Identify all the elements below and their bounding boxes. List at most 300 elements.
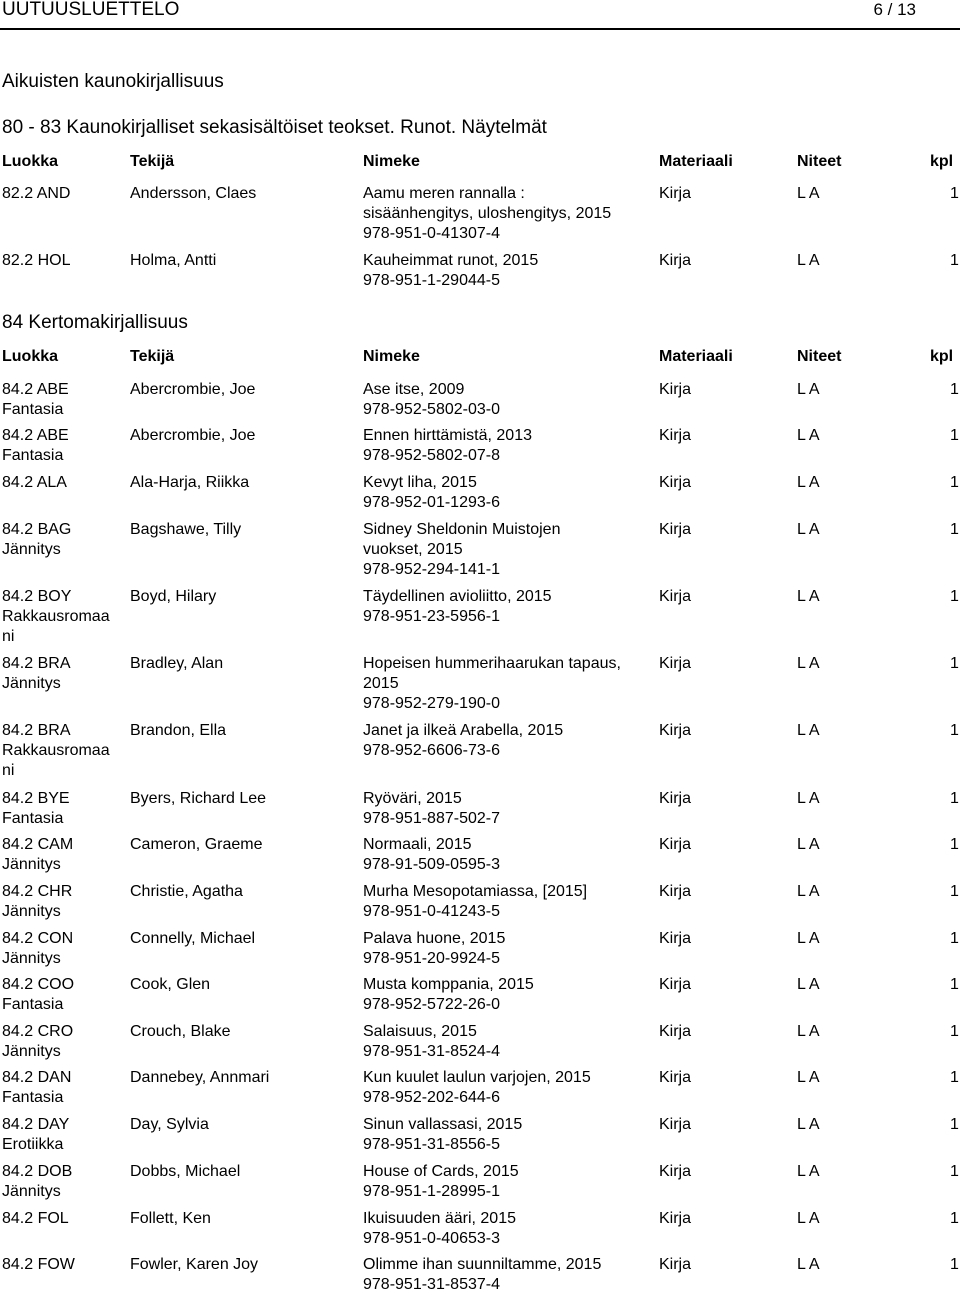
cell-line: Jännitys	[2, 675, 61, 692]
cell-line: Rakkausromaa	[2, 742, 110, 759]
cell-line: 978-952-202-644-6	[363, 1089, 500, 1106]
cell-line: vuokset, 2015	[363, 541, 463, 558]
cell-line: 84.2 FOW	[2, 1256, 75, 1273]
column-header-row	[0, 347, 960, 369]
cell-line: 1	[950, 1256, 959, 1273]
cell-line: Kirja	[659, 722, 692, 739]
cell-line: 978-951-31-8556-5	[363, 1136, 500, 1153]
nimeke-cell	[363, 789, 653, 829]
cell-line: Fowler, Karen Joy	[130, 1256, 259, 1273]
kpl-cell	[950, 1162, 959, 1182]
cell-line: ni	[2, 628, 15, 645]
cell-line: L A	[797, 1163, 820, 1180]
kpl-cell	[950, 1068, 959, 1088]
luokka-cell	[2, 789, 120, 829]
cell-line: 978-951-0-41243-5	[363, 903, 500, 920]
cell-line: Kirja	[659, 521, 692, 538]
luokka-cell	[2, 587, 120, 647]
luokka-cell	[2, 835, 120, 875]
cell-line: Sidney Sheldonin Muistojen	[363, 521, 561, 538]
cell-line: 84.2 CON	[2, 930, 74, 947]
kpl-cell	[950, 587, 959, 607]
materiaali-cell	[659, 1068, 691, 1088]
column-header-row	[0, 152, 960, 174]
luokka-cell	[2, 520, 120, 560]
cell-line: Aamu meren rannalla :	[363, 185, 525, 202]
cell-line: Connelly, Michael	[130, 930, 256, 947]
cell-line: Cook, Glen	[130, 976, 211, 993]
cell-line: Abercrombie, Joe	[130, 427, 256, 444]
kpl-cell	[950, 975, 959, 995]
cell-line: 1	[950, 883, 959, 900]
tekija-cell	[130, 835, 355, 855]
cell-line: 1	[950, 588, 959, 605]
luokka-cell	[2, 721, 120, 781]
niteet-cell	[797, 1209, 820, 1229]
cell-line: Byers, Richard Lee	[130, 790, 267, 807]
tekija-cell	[130, 380, 355, 400]
col-tekija: Tekijä	[130, 153, 175, 170]
cell-line: 978-951-0-40653-3	[363, 1230, 500, 1247]
cell-line: Ala-Harja, Riikka	[130, 474, 250, 491]
kpl-cell	[950, 654, 959, 674]
cell-line: ni	[2, 762, 15, 779]
nimeke-cell	[363, 473, 653, 513]
cell-line: 1	[950, 836, 959, 853]
cell-line: L A	[797, 790, 820, 807]
cell-line: 1	[950, 976, 959, 993]
materiaali-cell	[659, 721, 691, 741]
col-luokka: Luokka	[2, 348, 59, 365]
cell-line: 978-952-279-190-0	[363, 695, 500, 712]
cell-line: 84.2 CRO	[2, 1023, 74, 1040]
luokka-cell	[2, 1115, 120, 1155]
cell-line: Dobbs, Michael	[130, 1163, 241, 1180]
col-materiaali: Materiaali	[659, 348, 733, 365]
cell-line: Jännitys	[2, 1043, 61, 1060]
niteet-cell	[797, 1255, 820, 1275]
cell-line: 1	[950, 521, 959, 538]
nimeke-cell	[363, 1162, 653, 1202]
cell-line: 82.2 AND	[2, 185, 71, 202]
cell-line: L A	[797, 427, 820, 444]
tekija-cell	[130, 1255, 355, 1275]
cell-line: 84.2 ALA	[2, 474, 67, 491]
tekija-cell	[130, 1162, 355, 1182]
cell-line: Jännitys	[2, 856, 61, 873]
kpl-cell	[950, 721, 959, 741]
section-title: 84 Kertomakirjallisuus	[2, 312, 188, 333]
tekija-cell	[130, 251, 355, 271]
cell-line: 1	[950, 1116, 959, 1133]
cell-line: 82.2 HOL	[2, 252, 71, 269]
niteet-cell	[797, 654, 820, 674]
tekija-cell	[130, 1022, 355, 1042]
tekija-cell	[130, 1115, 355, 1135]
cell-line: Hopeisen hummerihaarukan tapaus,	[363, 655, 621, 672]
materiaali-cell	[659, 1022, 691, 1042]
cell-line: Normaali, 2015	[363, 836, 472, 853]
kpl-cell	[950, 882, 959, 902]
niteet-cell	[797, 1162, 820, 1182]
cell-line: L A	[797, 185, 820, 202]
cell-line: Murha Mesopotamiassa, [2015]	[363, 883, 588, 900]
cell-line: 1	[950, 722, 959, 739]
col-nimeke: Nimeke	[363, 153, 420, 170]
tekija-cell	[130, 1068, 355, 1088]
kpl-cell	[950, 473, 959, 493]
cell-line: 84.2 BRA	[2, 655, 71, 672]
cell-line: Fantasia	[2, 447, 64, 464]
cell-line: Kirja	[659, 1069, 692, 1086]
cell-line: 2015	[363, 675, 399, 692]
materiaali-cell	[659, 1115, 691, 1135]
luokka-cell	[2, 1162, 120, 1202]
section-title: 80 - 83 Kaunokirjalliset sekasisältöiset teokset. Runot. Näytelmät	[2, 117, 547, 138]
niteet-cell	[797, 184, 820, 204]
cell-line: Kirja	[659, 1163, 692, 1180]
cell-line: Kirja	[659, 1210, 692, 1227]
niteet-cell	[797, 882, 820, 902]
tekija-cell	[130, 789, 355, 809]
cell-line: Kirja	[659, 185, 692, 202]
cell-line: L A	[797, 1210, 820, 1227]
cell-line: Boyd, Hilary	[130, 588, 217, 605]
materiaali-cell	[659, 520, 691, 540]
materiaali-cell	[659, 654, 691, 674]
cell-line: L A	[797, 655, 820, 672]
niteet-cell	[797, 1022, 820, 1042]
cell-line: Christie, Agatha	[130, 883, 243, 900]
niteet-cell	[797, 251, 820, 271]
cell-line: Kirja	[659, 930, 692, 947]
niteet-cell	[797, 1115, 820, 1135]
materiaali-cell	[659, 473, 691, 493]
cell-line: 978-952-5802-07-8	[363, 447, 500, 464]
luokka-cell	[2, 426, 120, 466]
kpl-cell	[950, 1022, 959, 1042]
cell-line: Kirja	[659, 655, 692, 672]
nimeke-cell	[363, 1209, 653, 1249]
luokka-cell	[2, 184, 120, 204]
cell-line: Kun kuulet laulun varjojen, 2015	[363, 1069, 591, 1086]
cell-line: Bagshawe, Tilly	[130, 521, 242, 538]
tekija-cell	[130, 929, 355, 949]
cell-line: 1	[950, 474, 959, 491]
nimeke-cell	[363, 929, 653, 969]
cell-line: Jännitys	[2, 950, 61, 967]
cell-line: Fantasia	[2, 810, 64, 827]
niteet-cell	[797, 789, 820, 809]
cell-line: 1	[950, 1210, 959, 1227]
nimeke-cell	[363, 654, 653, 714]
niteet-cell	[797, 975, 820, 995]
category-title: Aikuisten kaunokirjallisuus	[2, 71, 224, 92]
col-niteet: Niteet	[797, 153, 842, 170]
cell-line: L A	[797, 1023, 820, 1040]
cell-line: 978-951-1-28995-1	[363, 1183, 500, 1200]
nimeke-cell	[363, 1022, 653, 1062]
cell-line: Kevyt liha, 2015	[363, 474, 477, 491]
cell-line: 978-951-23-5956-1	[363, 608, 500, 625]
materiaali-cell	[659, 587, 691, 607]
cell-line: L A	[797, 883, 820, 900]
materiaali-cell	[659, 1255, 691, 1275]
cell-line: 1	[950, 1069, 959, 1086]
cell-line: Kirja	[659, 1256, 692, 1273]
col-nimeke: Nimeke	[363, 348, 420, 365]
cell-line: L A	[797, 381, 820, 398]
cell-line: Täydellinen avioliitto, 2015	[363, 588, 552, 605]
luokka-cell	[2, 882, 120, 922]
col-tekija: Tekijä	[130, 348, 175, 365]
cell-line: 84.2 DAY	[2, 1116, 70, 1133]
tekija-cell	[130, 184, 355, 204]
cell-line: L A	[797, 976, 820, 993]
cell-line: Kirja	[659, 976, 692, 993]
kpl-cell	[950, 251, 959, 271]
cell-line: 1	[950, 252, 959, 269]
cell-line: Kirja	[659, 1116, 692, 1133]
cell-line: Kirja	[659, 836, 692, 853]
cell-line: Jännitys	[2, 541, 61, 558]
kpl-cell	[950, 789, 959, 809]
cell-line: 978-951-31-8537-4	[363, 1276, 500, 1293]
cell-line: Ikuisuuden ääri, 2015	[363, 1210, 516, 1227]
tekija-cell	[130, 882, 355, 902]
col-kpl: kpl	[930, 153, 954, 170]
cell-line: Cameron, Graeme	[130, 836, 263, 853]
nimeke-cell	[363, 1115, 653, 1155]
cell-line: 978-951-31-8524-4	[363, 1043, 500, 1060]
luokka-cell	[2, 975, 120, 1015]
luokka-cell	[2, 1255, 120, 1275]
niteet-cell	[797, 520, 820, 540]
kpl-cell	[950, 426, 959, 446]
cell-line: L A	[797, 930, 820, 947]
cell-line: L A	[797, 1116, 820, 1133]
cell-line: 84.2 FOL	[2, 1210, 69, 1227]
cell-line: 978-952-294-141-1	[363, 561, 500, 578]
cell-line: Kirja	[659, 427, 692, 444]
tekija-cell	[130, 654, 355, 674]
kpl-cell	[950, 929, 959, 949]
cell-line: Rakkausromaa	[2, 608, 110, 625]
niteet-cell	[797, 721, 820, 741]
cell-line: Day, Sylvia	[130, 1116, 209, 1133]
luokka-cell	[2, 1068, 120, 1108]
niteet-cell	[797, 835, 820, 855]
kpl-cell	[950, 1255, 959, 1275]
cell-line: Follett, Ken	[130, 1210, 211, 1227]
cell-line: Ryöväri, 2015	[363, 790, 462, 807]
cell-line: 1	[950, 1163, 959, 1180]
catalog-title: UUTUUSLUETTELO	[2, 0, 180, 20]
kpl-cell	[950, 380, 959, 400]
col-kpl: kpl	[930, 348, 954, 365]
cell-line: Kirja	[659, 1023, 692, 1040]
cell-line: Musta komppania, 2015	[363, 976, 534, 993]
luokka-cell	[2, 473, 120, 493]
nimeke-cell	[363, 1255, 653, 1295]
nimeke-cell	[363, 184, 653, 244]
col-luokka: Luokka	[2, 153, 59, 170]
nimeke-cell	[363, 721, 653, 761]
kpl-cell	[950, 1209, 959, 1229]
materiaali-cell	[659, 1162, 691, 1182]
cell-line: 84.2 BRA	[2, 722, 71, 739]
cell-line: 84.2 CHR	[2, 883, 73, 900]
cell-line: 84.2 ABE	[2, 381, 69, 398]
nimeke-cell	[363, 975, 653, 1015]
cell-line: Holma, Antti	[130, 252, 217, 269]
cell-line: 978-951-20-9924-5	[363, 950, 500, 967]
cell-line: 84.2 CAM	[2, 836, 74, 853]
cell-line: Olimme ihan suunniltamme, 2015	[363, 1256, 602, 1273]
cell-line: 84.2 BAG	[2, 521, 72, 538]
cell-line: 978-952-6606-73-6	[363, 742, 500, 759]
cell-line: Jännitys	[2, 1183, 61, 1200]
cell-line: L A	[797, 252, 820, 269]
cell-line: L A	[797, 588, 820, 605]
cell-line: Fantasia	[2, 996, 64, 1013]
materiaali-cell	[659, 426, 691, 446]
cell-line: Andersson, Claes	[130, 185, 257, 202]
materiaali-cell	[659, 882, 691, 902]
header-divider	[0, 28, 960, 30]
page-number: 6 / 13	[873, 0, 916, 19]
kpl-cell	[950, 520, 959, 540]
cell-line: 1	[950, 185, 959, 202]
cell-line: 978-952-5722-26-0	[363, 996, 500, 1013]
cell-line: L A	[797, 722, 820, 739]
cell-line: Dannebey, Annmari	[130, 1069, 270, 1086]
cell-line: Bradley, Alan	[130, 655, 224, 672]
cell-line: L A	[797, 474, 820, 491]
cell-line: 84.2 BOY	[2, 588, 72, 605]
kpl-cell	[950, 184, 959, 204]
tekija-cell	[130, 587, 355, 607]
cell-line: Kirja	[659, 474, 692, 491]
cell-line: L A	[797, 521, 820, 538]
cell-line: Sinun vallassasi, 2015	[363, 1116, 523, 1133]
cell-line: 978-952-01-1293-6	[363, 494, 500, 511]
cell-line: Fantasia	[2, 1089, 64, 1106]
tekija-cell	[130, 520, 355, 540]
cell-line: 84.2 ABE	[2, 427, 69, 444]
niteet-cell	[797, 426, 820, 446]
cell-line: L A	[797, 836, 820, 853]
tekija-cell	[130, 426, 355, 446]
kpl-cell	[950, 1115, 959, 1135]
nimeke-cell	[363, 426, 653, 466]
cell-line: 978-951-1-29044-5	[363, 272, 500, 289]
materiaali-cell	[659, 1209, 691, 1229]
nimeke-cell	[363, 1068, 653, 1108]
cell-line: sisäänhengitys, uloshengitys, 2015	[363, 205, 612, 222]
col-niteet: Niteet	[797, 348, 842, 365]
cell-line: 978-951-887-502-7	[363, 810, 500, 827]
cell-line: L A	[797, 1069, 820, 1086]
nimeke-cell	[363, 882, 653, 922]
cell-line: 1	[950, 381, 959, 398]
cell-line: Kirja	[659, 381, 692, 398]
niteet-cell	[797, 473, 820, 493]
cell-line: Erotiikka	[2, 1136, 64, 1153]
luokka-cell	[2, 251, 120, 271]
cell-line: Ennen hirttämistä, 2013	[363, 427, 532, 444]
materiaali-cell	[659, 184, 691, 204]
col-materiaali: Materiaali	[659, 153, 733, 170]
nimeke-cell	[363, 520, 653, 580]
cell-line: Crouch, Blake	[130, 1023, 231, 1040]
tekija-cell	[130, 975, 355, 995]
luokka-cell	[2, 1022, 120, 1062]
niteet-cell	[797, 1068, 820, 1088]
cell-line: 1	[950, 655, 959, 672]
cell-line: Kauheimmat runot, 2015	[363, 252, 539, 269]
cell-line: Palava huone, 2015	[363, 930, 506, 947]
cell-line: Kirja	[659, 252, 692, 269]
cell-line: Abercrombie, Joe	[130, 381, 256, 398]
cell-line: 978-91-509-0595-3	[363, 856, 500, 873]
materiaali-cell	[659, 975, 691, 995]
luokka-cell	[2, 380, 120, 420]
cell-line: Jännitys	[2, 903, 61, 920]
cell-line: 1	[950, 790, 959, 807]
cell-line: 1	[950, 427, 959, 444]
cell-line: Janet ja ilkeä Arabella, 2015	[363, 722, 564, 739]
luokka-cell	[2, 1209, 120, 1229]
niteet-cell	[797, 587, 820, 607]
nimeke-cell	[363, 380, 653, 420]
cell-line: 1	[950, 1023, 959, 1040]
niteet-cell	[797, 929, 820, 949]
cell-line: Kirja	[659, 790, 692, 807]
cell-line: Salaisuus, 2015	[363, 1023, 477, 1040]
materiaali-cell	[659, 251, 691, 271]
cell-line: House of Cards, 2015	[363, 1163, 519, 1180]
nimeke-cell	[363, 587, 653, 627]
cell-line: 1	[950, 930, 959, 947]
cell-line: Kirja	[659, 883, 692, 900]
tekija-cell	[130, 473, 355, 493]
cell-line: Fantasia	[2, 401, 64, 418]
cell-line: 84.2 DAN	[2, 1069, 72, 1086]
materiaali-cell	[659, 929, 691, 949]
kpl-cell	[950, 835, 959, 855]
materiaali-cell	[659, 380, 691, 400]
cell-line: 84.2 COO	[2, 976, 75, 993]
cell-line: Ase itse, 2009	[363, 381, 465, 398]
tekija-cell	[130, 1209, 355, 1229]
cell-line: 978-952-5802-03-0	[363, 401, 500, 418]
cell-line: 84.2 DOB	[2, 1163, 73, 1180]
cell-line: 84.2 BYE	[2, 790, 70, 807]
cell-line: L A	[797, 1256, 820, 1273]
nimeke-cell	[363, 251, 653, 291]
cell-line: 978-951-0-41307-4	[363, 225, 500, 242]
tekija-cell	[130, 721, 355, 741]
cell-line: Brandon, Ella	[130, 722, 227, 739]
niteet-cell	[797, 380, 820, 400]
materiaali-cell	[659, 789, 691, 809]
cell-line: Kirja	[659, 588, 692, 605]
materiaali-cell	[659, 835, 691, 855]
nimeke-cell	[363, 835, 653, 875]
luokka-cell	[2, 929, 120, 969]
luokka-cell	[2, 654, 120, 694]
